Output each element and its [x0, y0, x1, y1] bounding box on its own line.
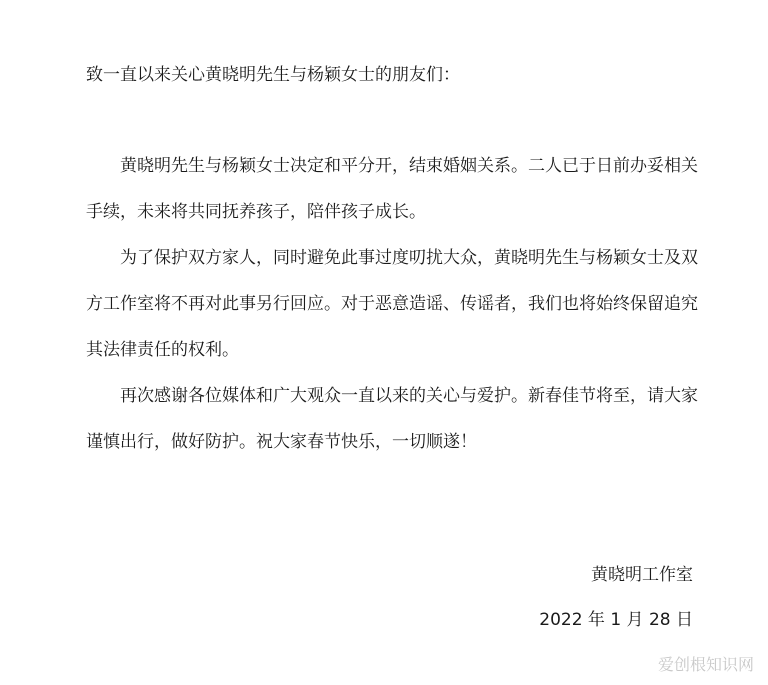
letter-paragraph-3: 再次感谢各位媒体和广大观众一直以来的关心与爱护。新春佳节将至，请大家谨慎出行，做好防护。祝大家春节快乐，一切顺遂！: [86, 386, 698, 452]
letter-paragraph-1: 黄晓明先生与杨颖女士决定和平分开，结束婚姻关系。二人已于日前办妥相关手续，未来将共同抚养孩子，陪伴孩子成长。: [86, 156, 698, 222]
letter-salutation: 致一直以来关心黄晓明先生与杨颖女士的朋友们：: [86, 65, 460, 85]
letter-signature: 黄晓明工作室: [591, 565, 693, 585]
letter-paragraph-2: 为了保护双方家人，同时避免此事过度叨扰大众，黄晓明先生与杨颖女士及双方工作室将不再对此事另行回应。对于恶意造谣、传谣者，我们也将始终保留追究其法律责任的权利。: [86, 248, 698, 360]
watermark: 爱创根知识网: [657, 655, 754, 674]
letter-date: 2022 年 1 月 28 日: [539, 610, 693, 630]
